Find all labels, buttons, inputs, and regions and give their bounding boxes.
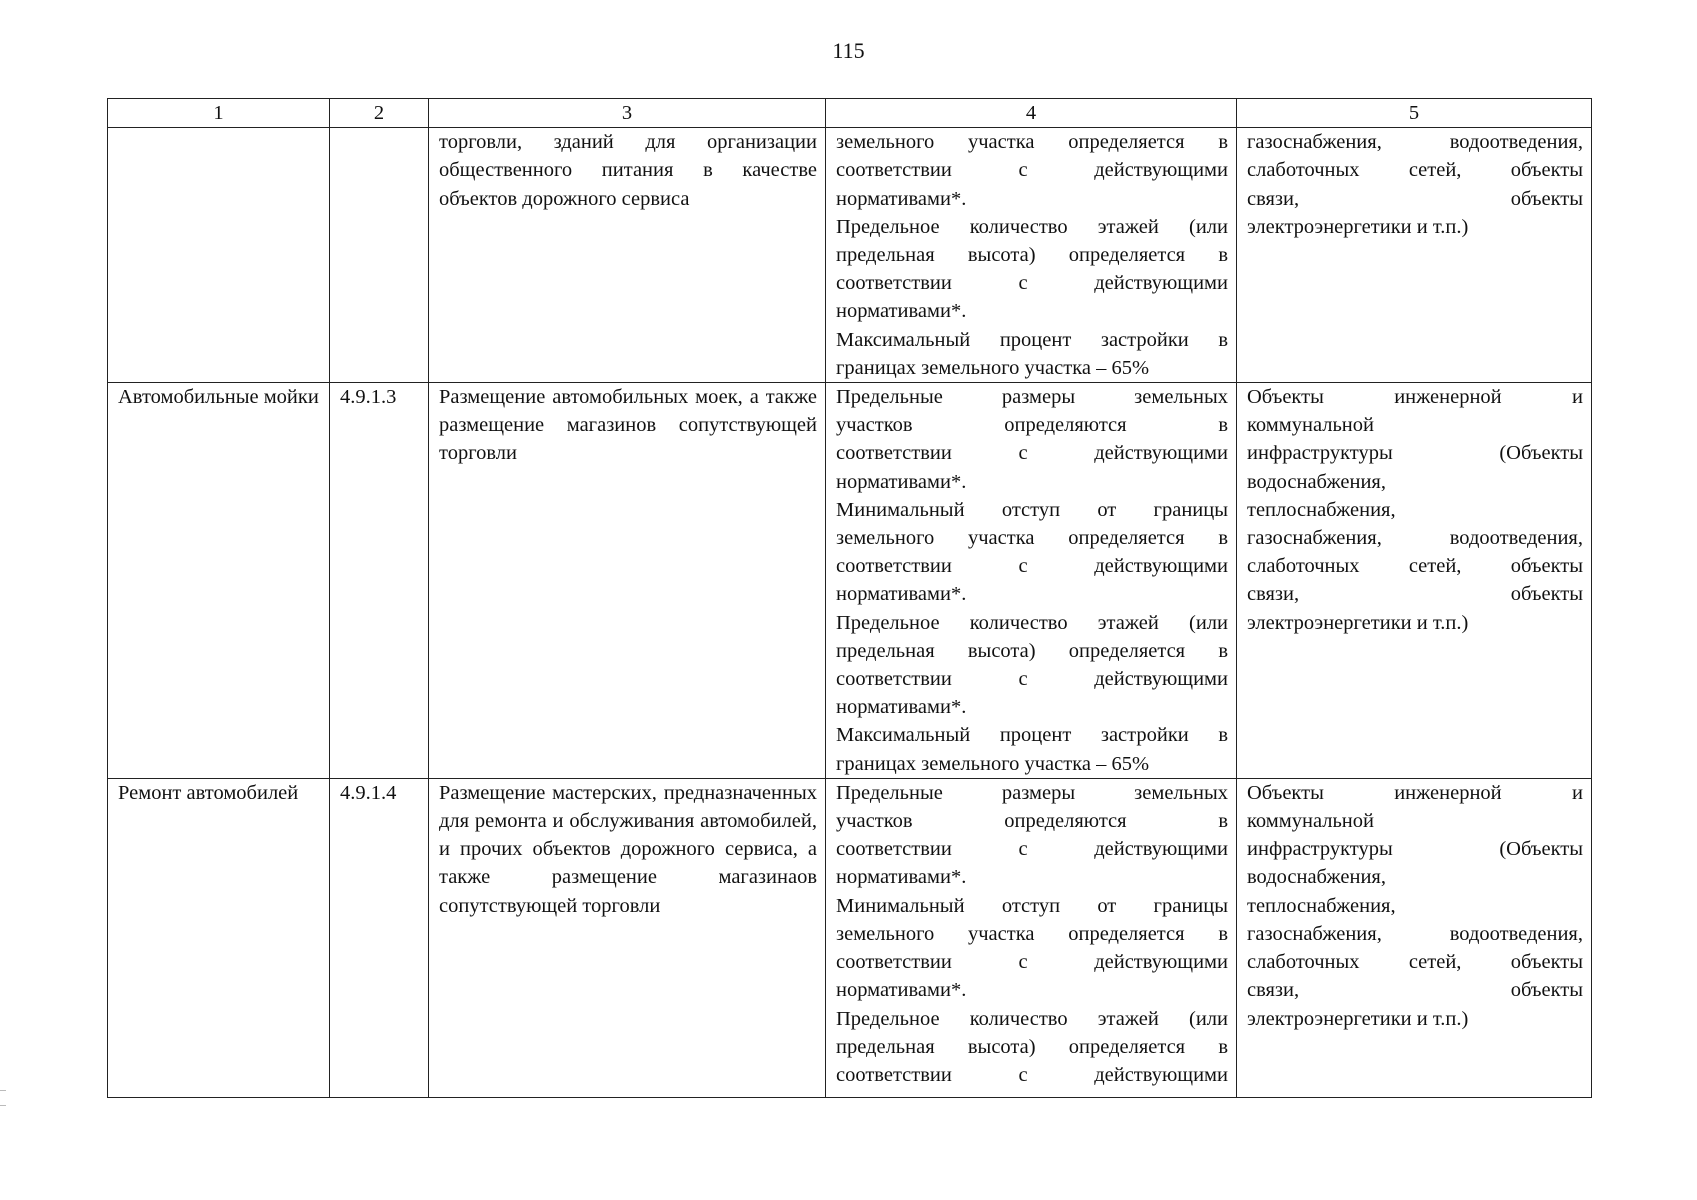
param-line: участков определяются в (836, 810, 1228, 833)
cell-code (330, 128, 429, 383)
param-line: соответствии с действующими (836, 555, 1228, 578)
param-line: Предельное количество этажей (или (836, 611, 1228, 634)
cell-name (108, 128, 330, 383)
objects-line: связи, объекты (1247, 979, 1583, 1002)
header-col-3: 3 (429, 99, 826, 128)
objects-line: теплоснабжения, (1247, 498, 1396, 521)
objects-line: теплоснабжения, (1247, 894, 1396, 917)
param-line: нормативами*. (836, 866, 967, 889)
param-line: предельная высота) определяется в (836, 639, 1228, 662)
page-number: 115 (832, 38, 865, 63)
objects-line: инфраструктуры (Объекты (1247, 838, 1583, 861)
param-line: соответствии с действующими (836, 838, 1228, 861)
cell-parameters (826, 383, 1237, 779)
param-line: соответствии с действующими (836, 159, 1228, 182)
header-col-5: 5 (1237, 99, 1592, 128)
objects-line: электроэнергетики и т.п.) (1247, 611, 1469, 634)
header-col-4: 4 (826, 99, 1237, 128)
header-col-2: 2 (330, 99, 429, 128)
cell-name: Ремонт автомобилей (108, 778, 330, 1097)
param-line: земельного участка определяется в (836, 922, 1228, 945)
param-line: Максимальный процент застройки в (836, 724, 1228, 747)
param-line: нормативами*. (836, 470, 967, 493)
cell-name: Автомобильные мойки (108, 383, 330, 779)
scan-edge-mark (0, 1090, 6, 1106)
cell-parameters (826, 128, 1237, 383)
cell-objects (1237, 128, 1592, 383)
param-line: границах земельного участка – 65% (836, 752, 1150, 775)
objects-line: газоснабжения, водоотведения, (1247, 922, 1583, 945)
param-line: участков определяются в (836, 414, 1228, 437)
cell-parameters (826, 778, 1237, 1097)
objects-line: слаботочных сетей, объекты (1247, 555, 1583, 578)
param-line: Предельные размеры земельных (836, 781, 1228, 804)
objects-line: связи, объекты (1247, 583, 1583, 606)
param-line: предельная высота) определяется в (836, 1035, 1228, 1058)
header-col-1: 1 (108, 99, 330, 128)
objects-line: коммунальной (1247, 414, 1374, 437)
param-line: соответствии с действующими (836, 442, 1228, 465)
param-line: Минимальный отступ от границы (836, 894, 1228, 917)
param-line: земельного участка определяется в (836, 131, 1228, 154)
table-row (108, 778, 1592, 1097)
cell-description: торговли, зданий для организации общественного питания в качестве объектов дорожного сервиса (429, 128, 826, 383)
param-line: Предельное количество этажей (или (836, 1007, 1228, 1030)
objects-line: водоснабжения, (1247, 470, 1386, 493)
param-line: соответствии с действующими (836, 272, 1228, 295)
objects-line: коммунальной (1247, 810, 1374, 833)
param-line: соответствии с действующими (836, 951, 1228, 974)
param-line: Максимальный процент застройки в (836, 328, 1228, 351)
objects-line: водоснабжения, (1247, 866, 1386, 889)
cell-description: Размещение автомобильных моек, а также размещение магазинов сопутствующей торговли (429, 383, 826, 779)
cell-code: 4.9.1.3 (330, 383, 429, 779)
param-line: нормативами*. (836, 979, 967, 1002)
cell-objects (1237, 778, 1592, 1097)
objects-line: Объекты инженерной и (1247, 781, 1583, 804)
param-line: Предельное количество этажей (или (836, 215, 1228, 238)
param-line: соответствии с действующими (836, 668, 1228, 691)
param-line: границах земельного участка – 65% (836, 356, 1150, 379)
objects-line: электроэнергетики и т.п.) (1247, 215, 1469, 238)
param-line: нормативами*. (836, 187, 967, 210)
objects-line: инфраструктуры (Объекты (1247, 442, 1583, 465)
table-row (108, 128, 1592, 383)
table-header-row (108, 99, 1592, 128)
param-line: нормативами*. (836, 696, 967, 719)
objects-line: электроэнергетики и т.п.) (1247, 1007, 1469, 1030)
cell-description: Размещение мастерских, предназначенных для ремонта и обслуживания автомобилей, и прочих объектов дорожного сервиса, а также размещение магазинаов сопутствующей торговли (429, 778, 826, 1097)
objects-line: газоснабжения, водоотведения, (1247, 131, 1583, 154)
objects-line: слаботочных сетей, объекты (1247, 159, 1583, 182)
objects-line: связи, объекты (1247, 187, 1583, 210)
param-line: предельная высота) определяется в (836, 244, 1228, 267)
cell-code: 4.9.1.4 (330, 778, 429, 1097)
objects-line: газоснабжения, водоотведения, (1247, 527, 1583, 550)
zoning-table (107, 98, 1592, 1098)
param-line: Предельные размеры земельных (836, 386, 1228, 409)
objects-line: Объекты инженерной и (1247, 386, 1583, 409)
param-line: нормативами*. (836, 300, 967, 323)
table-row (108, 383, 1592, 779)
param-line: соответствии с действующими (836, 1063, 1228, 1086)
cell-objects (1237, 383, 1592, 779)
param-line: земельного участка определяется в (836, 527, 1228, 550)
objects-line: слаботочных сетей, объекты (1247, 951, 1583, 974)
param-line: нормативами*. (836, 583, 967, 606)
param-line: Минимальный отступ от границы (836, 498, 1228, 521)
